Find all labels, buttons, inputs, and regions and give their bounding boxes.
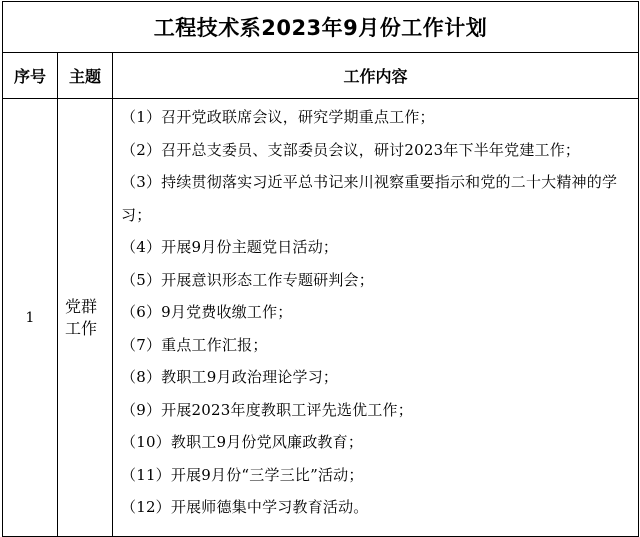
list-item: （10）教职工9月份党风廉政教育；: [121, 433, 364, 451]
row-content: [113, 99, 639, 537]
list-item: （6）9月党费收缴工作；: [121, 303, 293, 321]
header-row: [3, 53, 639, 99]
list-item: （11）开展9月份“三学三比”活动；: [121, 465, 364, 484]
header-seq: 序号: [3, 53, 58, 99]
document-title: 工程技术系2023年9月份工作计划: [3, 2, 639, 53]
list-item: （3）持续贯彻落实习近平总书记来川视察重要指示和党的二十大精神的学习；: [121, 173, 618, 224]
row-topic-cell: [58, 99, 113, 537]
row-seq: 1: [3, 99, 58, 537]
row-topic: 党群工作: [65, 296, 98, 338]
list-item: （4）开展9月份主题党日活动；: [121, 238, 339, 256]
header-topic: 主题: [58, 53, 113, 99]
list-item: （2）召开总支委员、支部委员会议，研讨2023年下半年党建工作；: [121, 140, 581, 159]
title-row: [3, 2, 639, 53]
list-item: （1）召开党政联席会议，研究学期重点工作；: [121, 108, 435, 126]
list-item: （7）重点工作汇报；: [121, 335, 268, 354]
list-item: （8）教职工9月政治理论学习；: [121, 368, 339, 386]
list-item: （9）开展2023年度教职工评先选优工作；: [121, 400, 413, 419]
work-plan-table: [2, 1, 639, 537]
list-item: （12）开展师德集中学习教育活动。: [121, 498, 369, 516]
list-item: （5）开展意识形态工作专题研判会；: [121, 270, 374, 289]
table-row: [3, 99, 639, 537]
header-content: 工作内容: [113, 53, 639, 99]
